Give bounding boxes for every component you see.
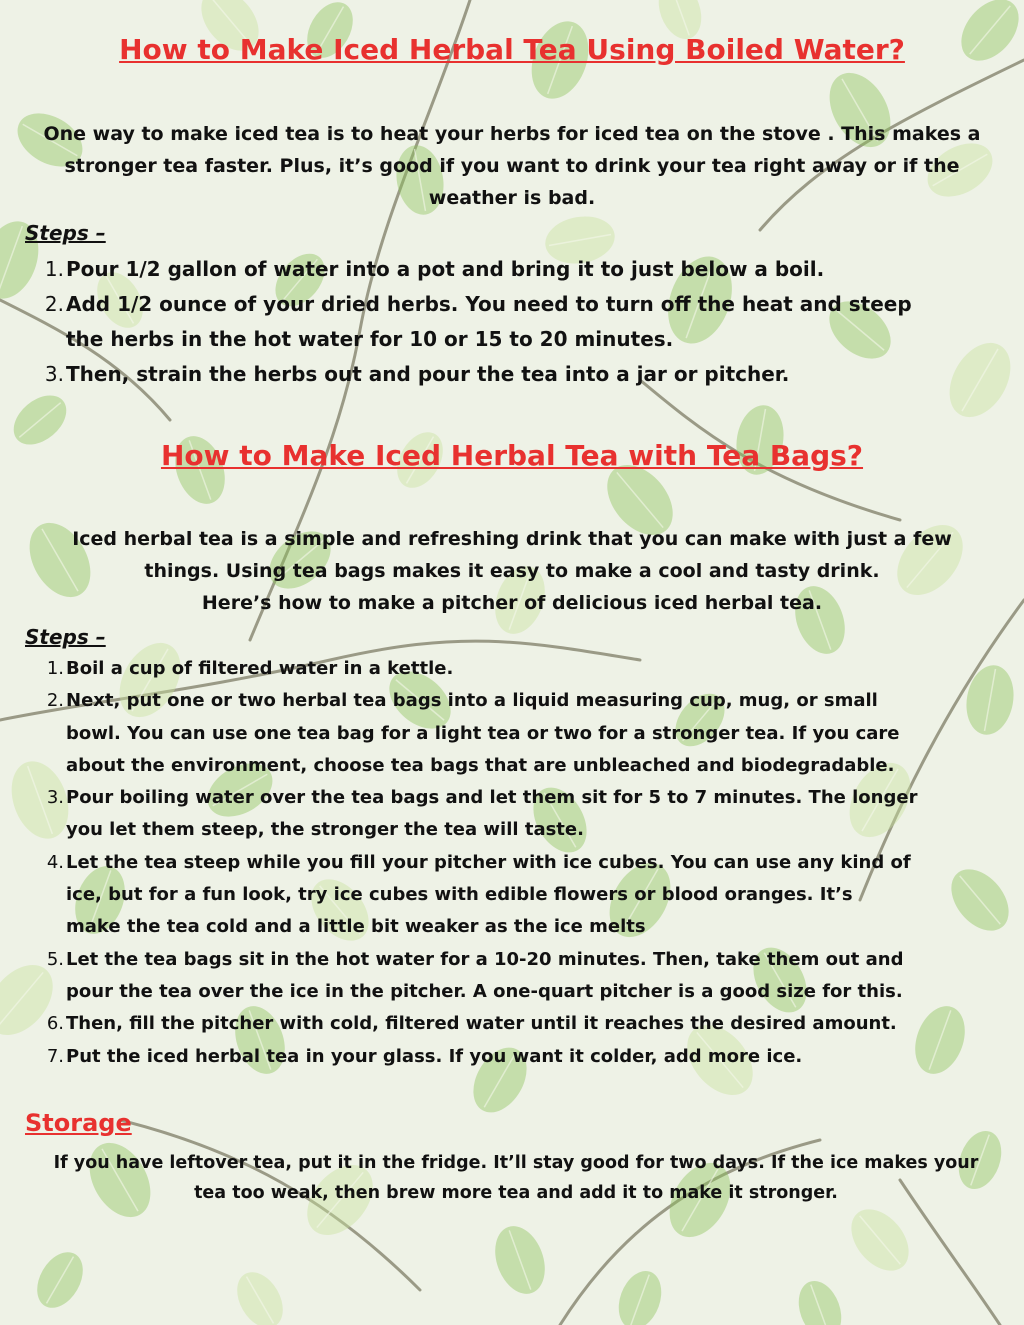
section2-title: How to Make Iced Herbal Tea with Tea Bags? [160, 439, 864, 472]
storage-text [20, 1148, 1012, 1208]
step-number: 4. [46, 851, 64, 873]
step-number: 5. [46, 948, 64, 970]
step-item [0, 1041, 1020, 1073]
section1-steps-label: Steps – [25, 221, 106, 245]
step-item [0, 653, 1020, 685]
step-line: Let the tea bags sit in the hot water for a 10-20 minutes. Then, take them out and [66, 948, 904, 970]
step-item [0, 287, 1020, 357]
step-line: Boil a cup of filtered water in a kettle. [66, 658, 454, 679]
step-item [0, 944, 1020, 1009]
step-item [0, 1008, 1020, 1040]
intro-line: weather is bad. [428, 187, 596, 209]
step-line: Pour 1/2 gallon of water into a pot and bring it to just below a boil. [66, 257, 825, 281]
step-number: 2. [44, 292, 64, 316]
step-line: Put the iced herbal tea in your glass. If you want it colder, add more ice. [66, 1045, 803, 1067]
section1-intro [20, 118, 1004, 214]
step-number: 3. [46, 787, 64, 809]
step-line: Then, strain the herbs out and pour the tea into a jar or pitcher. [66, 362, 790, 386]
step-line: Pour boiling water over the tea bags and let them sit for 5 to 7 minutes. The longer [66, 787, 918, 809]
section1-title: How to Make Iced Herbal Tea Using Boiled Water? [119, 33, 905, 66]
section1-steps-list [0, 252, 1020, 392]
step-number: 7. [46, 1045, 64, 1067]
intro-line: One way to make iced tea is to heat your herbs for iced tea on the stove . This makes a [43, 123, 981, 145]
step-line: Then, fill the pitcher with cold, filtered water until it reaches the desired amount. [66, 1013, 897, 1035]
step-item [0, 357, 1020, 392]
section2-steps-list [0, 653, 1020, 1073]
step-line: ice, but for a fun look, try ice cubes with edible flowers or blood oranges. It’s [66, 884, 853, 906]
step-number: 1. [46, 658, 64, 679]
step-number: 6. [46, 1013, 64, 1035]
storage-line: tea too weak, then brew more tea and add it to make it stronger. [194, 1183, 838, 1203]
intro-line: Here’s how to make a pitcher of delicious iced herbal tea. [201, 592, 823, 614]
step-line: about the environment, choose tea bags that are unbleached and biodegradable. [66, 754, 895, 776]
storage-title: Storage [25, 1109, 132, 1137]
step-line: bowl. You can use one tea bag for a light tea or two for a stronger tea. If you care [66, 722, 900, 744]
section2-steps-label: Steps – [25, 625, 106, 649]
storage-line: If you have leftover tea, put it in the fridge. It’ll stay good for two days. If the ice makes your [53, 1153, 979, 1173]
step-item [0, 252, 1020, 287]
section2-intro [20, 523, 1004, 619]
step-line: Next, put one or two herbal tea bags into a liquid measuring cup, mug, or small [66, 690, 878, 712]
step-item [0, 685, 1020, 782]
step-line: you let them steep, the stronger the tea will taste. [66, 819, 584, 841]
intro-line: Iced herbal tea is a simple and refreshing drink that you can make with just a few [72, 528, 952, 550]
intro-line: stronger tea faster. Plus, it’s good if you want to drink your tea right away or if the [64, 155, 960, 177]
step-line: Let the tea steep while you fill your pitcher with ice cubes. You can use any kind of [66, 851, 911, 873]
step-item [0, 847, 1020, 944]
step-number: 3. [44, 362, 64, 386]
step-number: 2. [46, 690, 64, 712]
step-item [0, 782, 1020, 847]
step-number: 1. [44, 257, 64, 281]
intro-line: things. Using tea bags makes it easy to make a cool and tasty drink. [144, 560, 880, 582]
step-line: make the tea cold and a little bit weaker as the ice melts [66, 916, 646, 938]
step-line: the herbs in the hot water for 10 or 15 to 20 minutes. [66, 327, 674, 351]
step-line: Add 1/2 ounce of your dried herbs. You need to turn off the heat and steep [66, 292, 912, 316]
step-line: pour the tea over the ice in the pitcher. A one-quart pitcher is a good size for this. [66, 980, 903, 1002]
